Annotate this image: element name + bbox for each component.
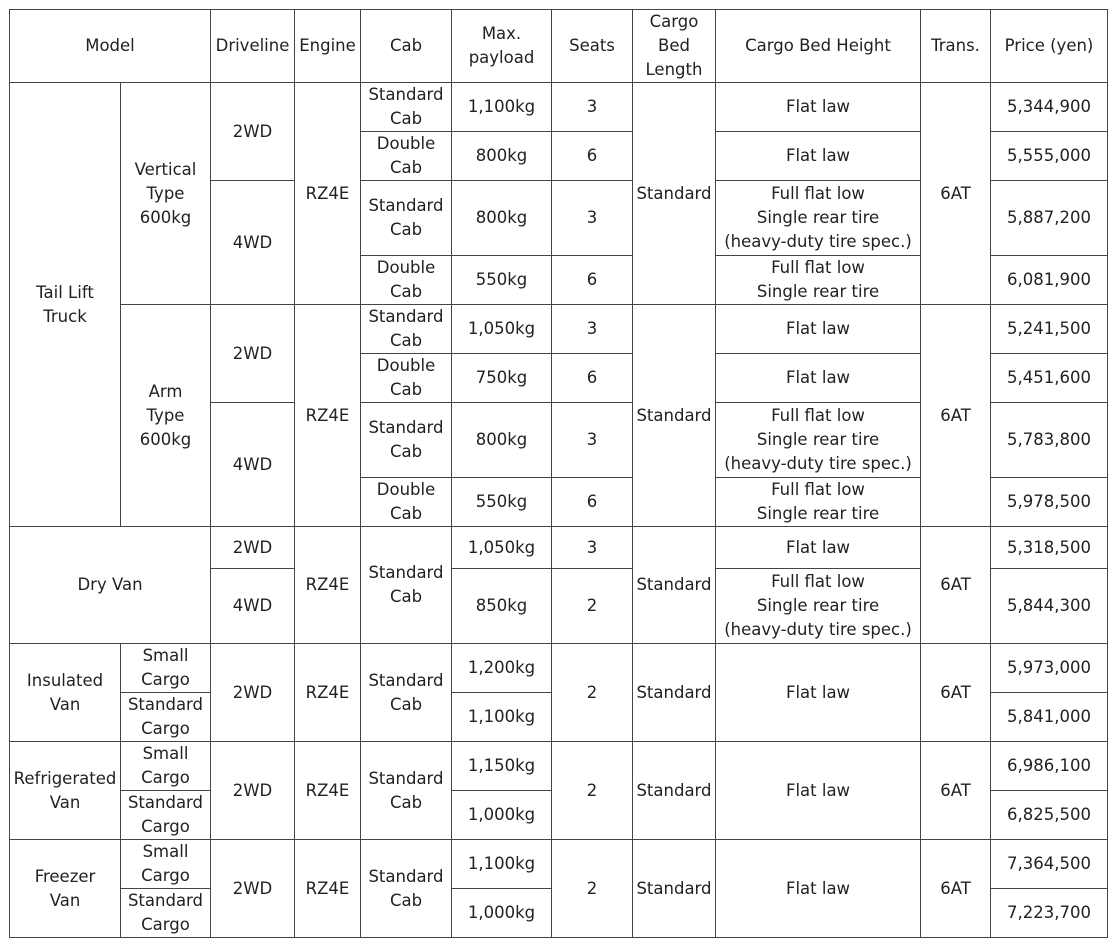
driveline-cell: 2WD	[211, 83, 295, 181]
trans-cell: 6AT	[921, 840, 991, 938]
vehicle-spec-table	[9, 9, 1108, 938]
price-cell: 7,223,700	[991, 889, 1108, 938]
cab-cell: Standard Cab	[361, 181, 452, 256]
payload-cell: 1,200kg	[452, 644, 552, 693]
payload-cell: 1,050kg	[452, 305, 552, 354]
trans-cell: 6AT	[921, 644, 991, 742]
price-cell: 5,344,900	[991, 83, 1108, 132]
seats-cell: 2	[552, 644, 633, 742]
price-cell: 6,825,500	[991, 791, 1108, 840]
bed-height-cell: Flat law	[716, 527, 921, 569]
seats-cell: 6	[552, 256, 633, 305]
table-row	[10, 840, 1108, 889]
engine-cell: RZ4E	[295, 305, 361, 527]
driveline-cell: 2WD	[211, 840, 295, 938]
price-cell: 5,978,500	[991, 478, 1108, 527]
price-cell: 5,783,800	[991, 403, 1108, 478]
engine-cell: RZ4E	[295, 83, 361, 305]
seats-cell: 3	[552, 305, 633, 354]
price-cell: 6,081,900	[991, 256, 1108, 305]
seats-cell: 6	[552, 354, 633, 403]
seats-cell: 2	[552, 840, 633, 938]
cab-cell: Standard Cab	[361, 527, 452, 644]
cab-cell: Double Cab	[361, 478, 452, 527]
cab-cell: Double Cab	[361, 132, 452, 181]
cargo-size-cell: Small Cargo	[121, 840, 211, 889]
cargo-size-cell: Small Cargo	[121, 644, 211, 693]
cab-cell: Standard Cab	[361, 83, 452, 132]
price-cell: 5,241,500	[991, 305, 1108, 354]
payload-cell: 800kg	[452, 181, 552, 256]
bed-length-cell: Standard	[633, 742, 716, 840]
cab-cell: Standard Cab	[361, 742, 452, 840]
bed-length-cell: Standard	[633, 305, 716, 527]
payload-cell: 550kg	[452, 478, 552, 527]
trans-cell: 6AT	[921, 527, 991, 644]
cab-cell: Standard Cab	[361, 840, 452, 938]
seats-cell: 2	[552, 569, 633, 644]
bed-height-cell: Full flat low Single rear tire (heavy-duty tire spec.)	[716, 181, 921, 256]
payload-cell: 1,100kg	[452, 693, 552, 742]
header-row	[10, 10, 1108, 83]
table-row	[10, 644, 1108, 693]
trans-cell: 6AT	[921, 305, 991, 527]
engine-cell: RZ4E	[295, 527, 361, 644]
table-row	[10, 83, 1108, 132]
price-cell: 5,555,000	[991, 132, 1108, 181]
trans-cell: 6AT	[921, 742, 991, 840]
header-engine: Engine	[295, 10, 361, 83]
bed-height-cell: Flat law	[716, 840, 921, 938]
engine-cell: RZ4E	[295, 742, 361, 840]
driveline-cell: 2WD	[211, 305, 295, 403]
driveline-cell: 4WD	[211, 181, 295, 305]
payload-cell: 850kg	[452, 569, 552, 644]
bed-height-cell: Flat law	[716, 132, 921, 181]
cargo-size-cell: Small Cargo	[121, 742, 211, 791]
payload-cell: 1,000kg	[452, 889, 552, 938]
price-cell: 5,844,300	[991, 569, 1108, 644]
header-trans: Trans.	[921, 10, 991, 83]
submodel-vertical-type: Vertical Type 600kg	[121, 83, 211, 305]
price-cell: 5,451,600	[991, 354, 1108, 403]
header-cargo-bed-length: Cargo Bed Length	[633, 10, 716, 83]
header-driveline: Driveline	[211, 10, 295, 83]
driveline-cell: 4WD	[211, 403, 295, 527]
engine-cell: RZ4E	[295, 840, 361, 938]
seats-cell: 3	[552, 181, 633, 256]
payload-cell: 1,100kg	[452, 840, 552, 889]
payload-cell: 1,100kg	[452, 83, 552, 132]
table-row	[10, 527, 1108, 569]
driveline-cell: 2WD	[211, 644, 295, 742]
trans-cell: 6AT	[921, 83, 991, 305]
cab-cell: Standard Cab	[361, 403, 452, 478]
payload-cell: 550kg	[452, 256, 552, 305]
price-cell: 6,986,100	[991, 742, 1108, 791]
payload-cell: 1,050kg	[452, 527, 552, 569]
spec-table-wrapper	[9, 9, 1108, 938]
cargo-size-cell: Standard Cargo	[121, 791, 211, 840]
payload-cell: 800kg	[452, 132, 552, 181]
table-row	[10, 742, 1108, 791]
cab-cell: Double Cab	[361, 354, 452, 403]
model-dry-van: Dry Van	[10, 527, 211, 644]
cargo-size-cell: Standard Cargo	[121, 889, 211, 938]
cab-cell: Double Cab	[361, 256, 452, 305]
price-cell: 5,887,200	[991, 181, 1108, 256]
driveline-cell: 4WD	[211, 569, 295, 644]
bed-height-cell: Full flat low Single rear tire (heavy-duty tire spec.)	[716, 403, 921, 478]
model-freezer-van: Freezer Van	[10, 840, 121, 938]
price-cell: 7,364,500	[991, 840, 1108, 889]
bed-height-cell: Flat law	[716, 354, 921, 403]
price-cell: 5,973,000	[991, 644, 1108, 693]
seats-cell: 3	[552, 527, 633, 569]
bed-height-cell: Full flat low Single rear tire	[716, 256, 921, 305]
model-refrigerated-van: Refrigerated Van	[10, 742, 121, 840]
submodel-arm-type: Arm Type 600kg	[121, 305, 211, 527]
header-seats: Seats	[552, 10, 633, 83]
cab-cell: Standard Cab	[361, 644, 452, 742]
model-insulated-van: Insulated Van	[10, 644, 121, 742]
header-cargo-bed-height: Cargo Bed Height	[716, 10, 921, 83]
cargo-size-cell: Standard Cargo	[121, 693, 211, 742]
price-cell: 5,318,500	[991, 527, 1108, 569]
bed-length-cell: Standard	[633, 644, 716, 742]
payload-cell: 800kg	[452, 403, 552, 478]
header-model: Model	[10, 10, 211, 83]
table-row	[10, 305, 1108, 354]
bed-length-cell: Standard	[633, 83, 716, 305]
driveline-cell: 2WD	[211, 742, 295, 840]
seats-cell: 2	[552, 742, 633, 840]
header-price: Price (yen)	[991, 10, 1108, 83]
bed-height-cell: Flat law	[716, 742, 921, 840]
engine-cell: RZ4E	[295, 644, 361, 742]
payload-cell: 750kg	[452, 354, 552, 403]
payload-cell: 1,000kg	[452, 791, 552, 840]
seats-cell: 3	[552, 403, 633, 478]
header-cab: Cab	[361, 10, 452, 83]
cab-cell: Standard Cab	[361, 305, 452, 354]
seats-cell: 6	[552, 478, 633, 527]
driveline-cell: 2WD	[211, 527, 295, 569]
seats-cell: 3	[552, 83, 633, 132]
seats-cell: 6	[552, 132, 633, 181]
bed-height-cell: Flat law	[716, 83, 921, 132]
bed-height-cell: Flat law	[716, 305, 921, 354]
payload-cell: 1,150kg	[452, 742, 552, 791]
header-max-payload: Max. payload	[452, 10, 552, 83]
model-tail-lift-truck: Tail Lift Truck	[10, 83, 121, 527]
bed-length-cell: Standard	[633, 840, 716, 938]
bed-length-cell: Standard	[633, 527, 716, 644]
bed-height-cell: Full flat low Single rear tire (heavy-duty tire spec.)	[716, 569, 921, 644]
price-cell: 5,841,000	[991, 693, 1108, 742]
bed-height-cell: Full flat low Single rear tire	[716, 478, 921, 527]
bed-height-cell: Flat law	[716, 644, 921, 742]
